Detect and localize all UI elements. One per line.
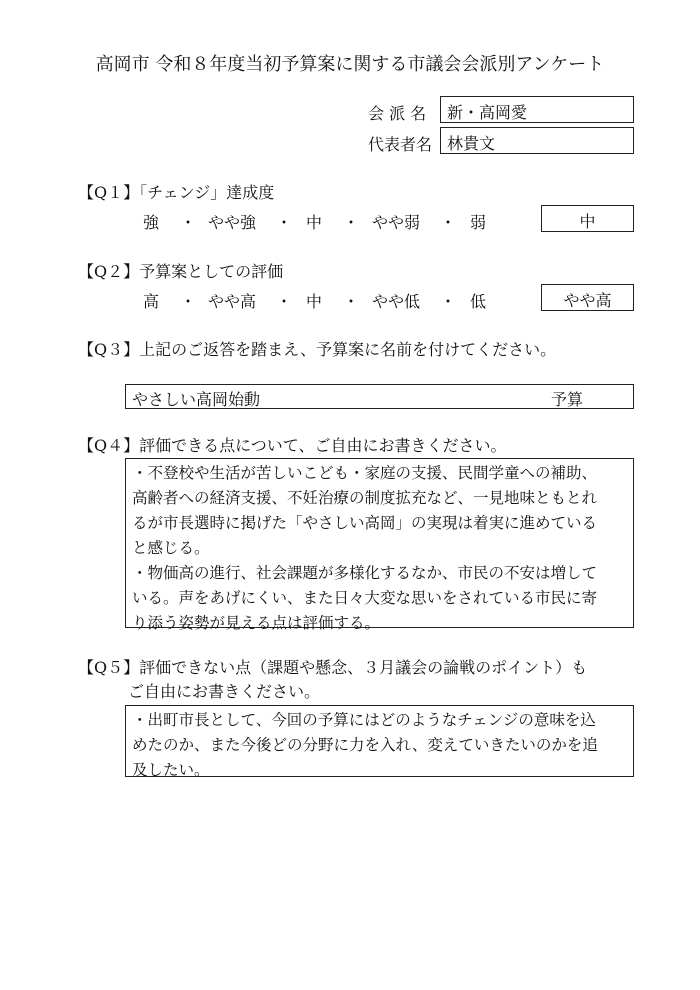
q4-answer-text xyxy=(132,461,629,636)
q1-heading: 【Q１】「チェンジ」達成度 xyxy=(78,183,275,202)
q5-heading: 【Q５】評価できない点（課題や懸念、３月議会の論戦のポイント）も xyxy=(78,658,588,677)
q1-option-somewhat-weak: やや弱 xyxy=(372,213,421,232)
daihyo-field[interactable] xyxy=(440,127,634,154)
q2-answer: やや高 xyxy=(563,291,612,310)
q1-separator: ・ xyxy=(276,213,293,232)
q3-suffix: 予算 xyxy=(551,390,584,409)
q2-separator: ・ xyxy=(276,292,293,311)
q4-line: と感じる。 xyxy=(132,539,210,557)
kaiha-value: 新・高岡愛 xyxy=(447,103,528,122)
q4-answer-field[interactable] xyxy=(125,458,634,632)
q1-option-somewhat-strong: やや強 xyxy=(208,213,257,232)
q2-option-somewhat-low: やや低 xyxy=(372,292,421,311)
q2-separator: ・ xyxy=(180,292,197,311)
q5-heading-line2: ご自由にお書きください。 xyxy=(128,682,321,701)
kaiha-field[interactable] xyxy=(440,96,634,123)
q2-option-somewhat-high: やや高 xyxy=(208,292,257,311)
q2-separator: ・ xyxy=(343,292,360,311)
q4-line: り添う姿勢が見える点は評価する。 xyxy=(132,614,381,632)
q1-separator: ・ xyxy=(440,213,457,232)
q1-answer-field[interactable] xyxy=(541,205,634,232)
q3-answer: やさしい高岡始動 xyxy=(132,390,261,409)
q2-heading: 【Q２】予算案としての評価 xyxy=(78,262,284,281)
q4-heading: 【Q４】評価できる点について、ご自由にお書きください。 xyxy=(78,436,507,455)
q2-separator: ・ xyxy=(440,292,457,311)
q2-option-high: 高 xyxy=(143,292,160,311)
q1-option-strong: 強 xyxy=(143,213,160,232)
q4-line: ・不登校や生活が苦しいこども・家庭の支援、民間学童への補助、 xyxy=(132,464,598,482)
q4-line: ・物価高の進行、社会課題が多様化するなか、市民の不安は増して xyxy=(132,564,598,582)
q5-answer-text xyxy=(132,708,629,783)
q1-answer: 中 xyxy=(579,212,596,231)
q1-separator: ・ xyxy=(343,213,360,232)
q1-option-weak: 弱 xyxy=(470,213,487,232)
q3-heading: 【Q３】上記のご返答を踏まえ、予算案に名前を付けてください。 xyxy=(78,340,557,359)
q5-line: 及したい。 xyxy=(132,761,210,779)
q2-answer-field[interactable] xyxy=(541,284,634,311)
page-title: 高岡市 令和８年度当初予算案に関する市議会会派別アンケート xyxy=(95,54,605,75)
q2-option-medium: 中 xyxy=(306,292,323,311)
q5-line: めたのか、また今後どの分野に力を入れ、変えていきたいのかを追 xyxy=(132,736,598,754)
q4-line: いる。声をあげにくい、また日々大変な思いをされている市民に寄 xyxy=(132,589,598,607)
q5-line: ・出町市長として、今回の予算にはどのようなチェンジの意味を込 xyxy=(132,711,596,729)
q4-line: 高齢者への経済支援、不妊治療の制度拡充など、一見地味ともとれ xyxy=(132,489,598,507)
q5-answer-field[interactable] xyxy=(125,705,634,777)
q3-answer-field[interactable] xyxy=(125,384,634,409)
daihyo-value: 林貴文 xyxy=(447,134,496,153)
q4-line: るが市長選時に掲げた「やさしい高岡」の実現は着実に進めている xyxy=(132,514,598,532)
daihyo-label: 代表者名 xyxy=(368,135,433,154)
q1-separator: ・ xyxy=(180,213,197,232)
kaiha-label: 会 派 名 xyxy=(368,104,427,123)
q1-option-medium: 中 xyxy=(306,213,323,232)
q2-option-low: 低 xyxy=(470,292,487,311)
